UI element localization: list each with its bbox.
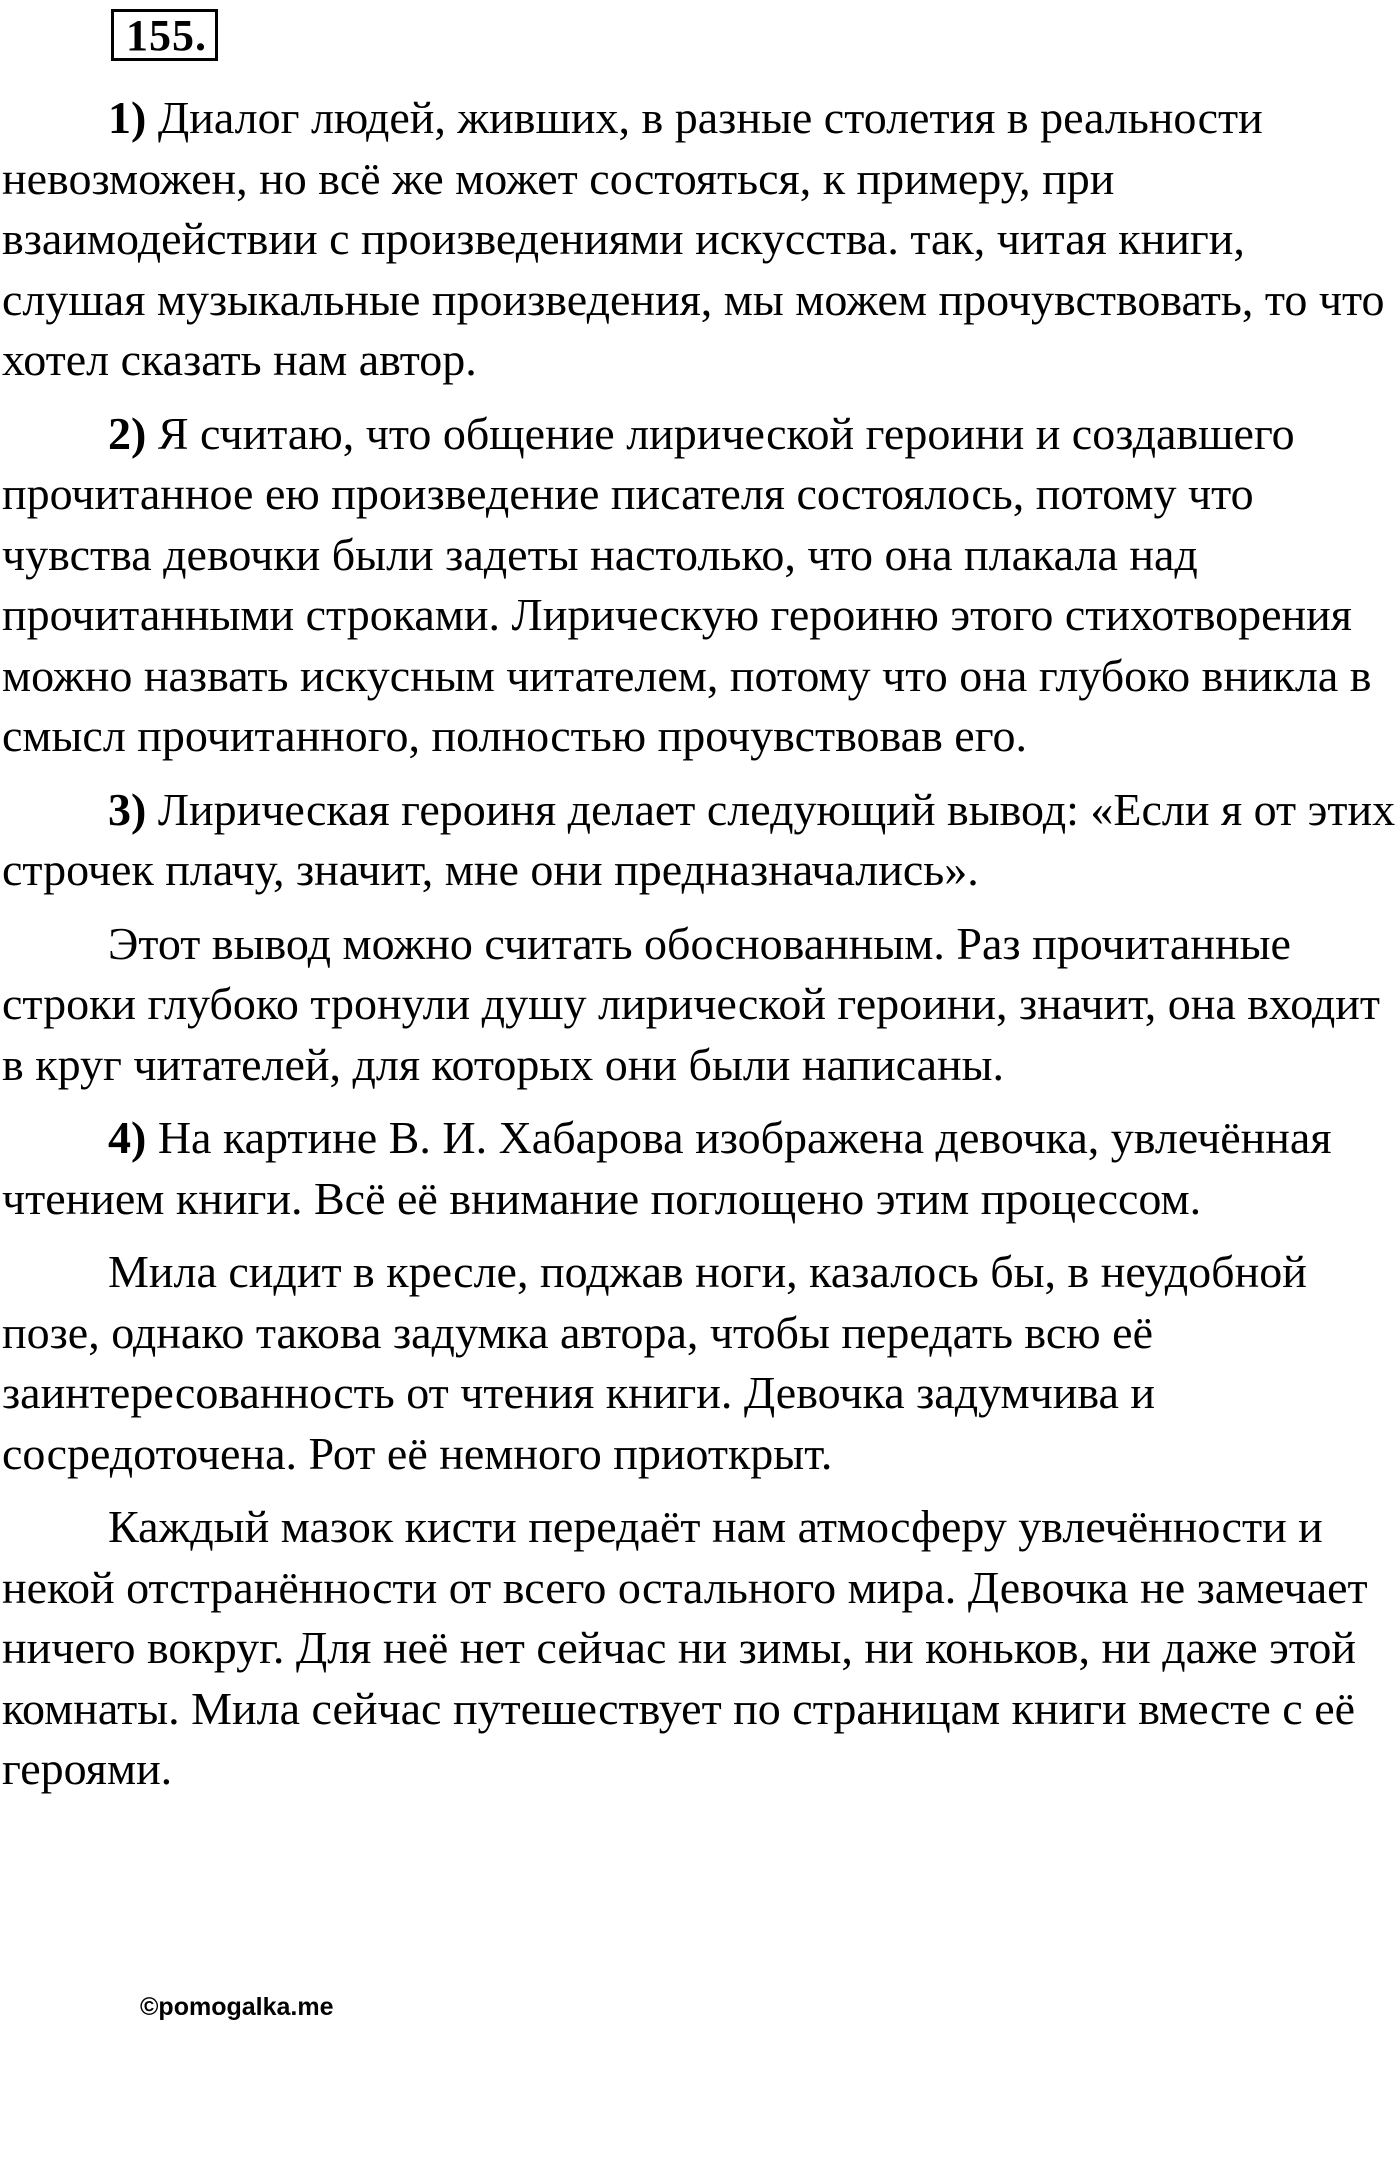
paragraph-label: 2): [108, 407, 147, 459]
answer-text: [2, 88, 1398, 1813]
paragraph-5: [2, 1108, 1398, 1229]
task-number-box: 155.: [111, 9, 218, 61]
watermark-text: ©pomogalka.me: [140, 1993, 334, 2021]
paragraph-text: Диалог людей, живших, в разные столетия в реальности невозможен, но всё же может состояться, к примеру, при взаимодействии с произведениями искусства. так, читая книги, слушая музыкальные произведения, мы можем прочувствовать, то что хотел сказать нам автор.: [2, 92, 1385, 385]
paragraph-4: [2, 914, 1398, 1096]
paragraph-7: [2, 1497, 1398, 1800]
paragraph-1: [2, 88, 1398, 391]
paragraph-2: [2, 404, 1398, 767]
paragraph-label: 4): [108, 1112, 147, 1163]
paragraph-3: [2, 780, 1398, 901]
paragraph-text: Каждый мазок кисти передаёт нам атмосферу увлечённости и некой отстранённости от всего остального мира. Девочка не замечает ничего вокруг. Для неё нет сейчас ни зимы, ни коньков, ни даже этой комнаты. Мила сейчас путешествует по страницам книги вместе с её героями.: [2, 1501, 1368, 1794]
paragraph-text: Мила сидит в кресле, поджав ноги, казалось бы, в неудобной позе, однако такова задумка автора, чтобы передать всю её заинтересованность от чтения книги. Девочка задумчива и сосредоточена. Рот её немного приоткрыт.: [2, 1246, 1307, 1479]
paragraph-label: 3): [108, 783, 147, 835]
paragraph-text: Я считаю, что общение лирической героини и создавшего прочитанное ею произведение писателя состоялось, потому что чувства девочки были задеты настолько, что она плакала над прочитанными строками. Лирическую героиню этого стихотворения можно назвать искусным читателем, потому что она глубоко вникла в смысл прочитанного, полностью прочувствовав его.: [2, 407, 1372, 761]
paragraph-text: Лирическая героиня делает следующий вывод: «Если я от этих строчек плачу, значит, мне они предназначались».: [2, 783, 1396, 895]
paragraph-6: [2, 1242, 1398, 1484]
paragraph-label: 1): [108, 92, 147, 143]
paragraph-text: На картине В. И. Хабарова изображена девочка, увлечённая чтением книги. Всё её внимание поглощено этим процессом.: [2, 1112, 1332, 1224]
paragraph-text: Этот вывод можно считать обоснованным. Раз прочитанные строки глубоко тронули душу лирической героини, значит, она входит в круг читателей, для которых они были написаны.: [2, 917, 1381, 1090]
